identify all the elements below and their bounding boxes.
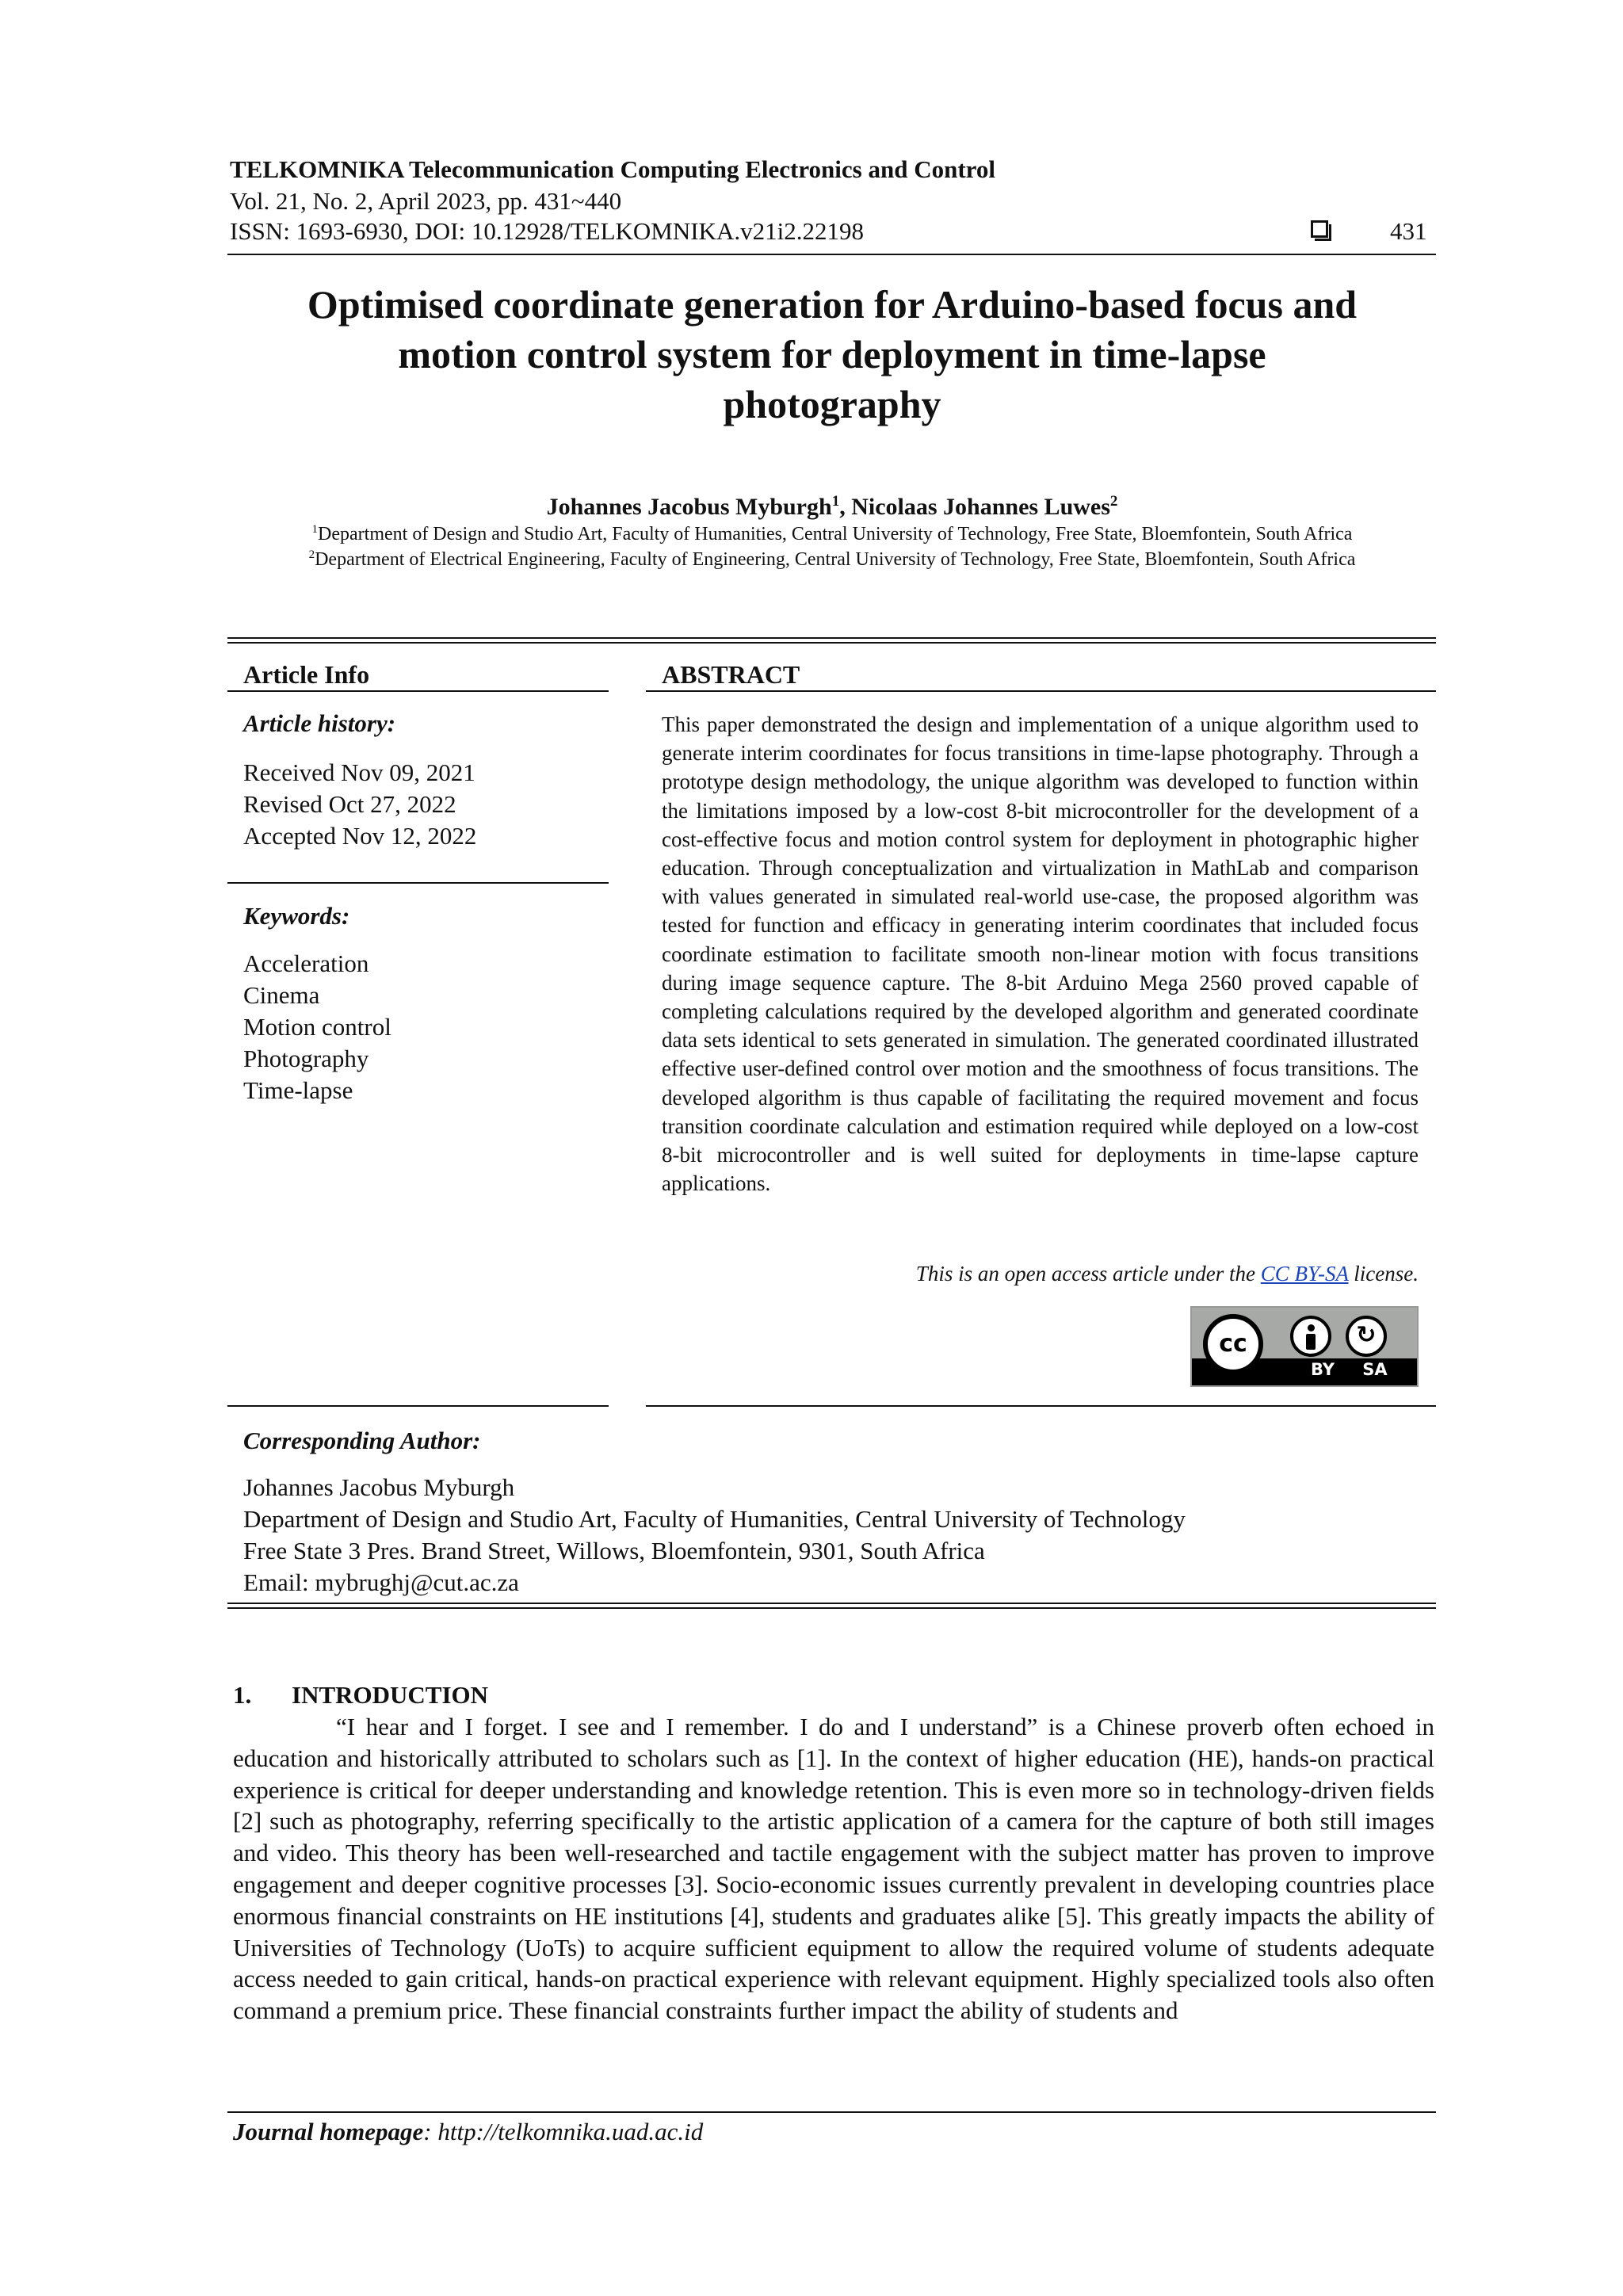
affiliation-text: Department of Electrical Engineering, Faculty of Engineering, Central University of Technology, Free State, Bloemfontein, South Africa <box>315 549 1356 570</box>
article-info-bottom-rule <box>227 1405 609 1407</box>
affiliation <box>230 523 1434 545</box>
share-alike-icon: ↻ <box>1346 1316 1387 1357</box>
article-info-heading: Article Info <box>243 660 370 689</box>
article-history-list <box>243 757 476 852</box>
history-item: Revised Oct 27, 2022 <box>243 790 456 818</box>
abstract-rule <box>646 690 1436 692</box>
page-number: 431 <box>1390 217 1427 245</box>
attribution-icon <box>1290 1316 1331 1357</box>
license-suffix: license. <box>1348 1262 1419 1286</box>
title-line: Optimised coordinate generation for Arduino-based focus and <box>307 282 1358 327</box>
paper-title <box>230 280 1434 430</box>
corresponding-line: Free State 3 Pres. Brand Street, Willows, Bloemfontein, 9301, South Africa <box>243 1537 985 1564</box>
affiliation-text: Department of Design and Studio Art, Faculty of Humanities, Central University of Technology, Free State, Bloemfontein, South Africa <box>318 524 1353 544</box>
cc-by-sa-link[interactable]: CC BY-SA <box>1260 1262 1349 1286</box>
corresponding-line: Email: mybrughj@cut.ac.za <box>243 1568 519 1596</box>
journal-issn-doi: ISSN: 1693-6930, DOI: 10.12928/TELKOMNIKA.v21i2.22198 <box>230 217 864 245</box>
cc-by-sa-badge[interactable] <box>1190 1306 1419 1387</box>
footer-rule <box>227 2111 1436 2113</box>
keyword: Photography <box>243 1045 369 1072</box>
badge-sa-label: SA <box>1362 1360 1388 1379</box>
section-number: 1. <box>233 1681 252 1709</box>
corresponding-author-details <box>243 1472 1186 1599</box>
corresponding-author-heading: Corresponding Author: <box>243 1427 481 1454</box>
corresponding-line: Johannes Jacobus Myburgh <box>243 1473 515 1501</box>
homepage-url[interactable]: : http://telkomnika.uad.ac.id <box>423 2118 704 2145</box>
frame-bottom-rule <box>227 1603 1436 1604</box>
affiliation-mark: 1 <box>311 523 319 536</box>
keyword: Motion control <box>243 1013 391 1041</box>
affiliation <box>230 548 1434 571</box>
section-heading <box>233 1681 488 1710</box>
frame-top-rule <box>227 637 1436 639</box>
license-prefix: This is an open access article under the <box>915 1262 1261 1286</box>
frame-top-rule <box>227 642 1436 644</box>
abstract-bottom-rule <box>646 1405 1436 1407</box>
square-bullet-icon <box>1311 220 1328 238</box>
abstract-text: This paper demonstrated the design and implementation of a unique algorithm used to generate interim coordinates for focus transitions in time-lapse photography. Through a prototype design methodology, the unique algorithm was developed to function within the limitations imposed by a low-cost 8-bit microcontroller for the development of a cost-effective focus and motion control system for deployment in photographic higher education. Through conceptualization and virtualization in MathLab and comparison with values generated in simulated real-world use-case, the proposed algorithm was tested for function and efficacy in generating interim coordinates that included focus coordinate estimation to facilitate smooth non-linear motion with focus transitions during image sequence capture. The 8-bit Arduino Mega 2560 proved capable of completing calculations required by the developed algorithm and generated coordinate data sets identical to sets generated in simulation. The generated coordinated illustrated effective user-defined control over motion and the smoothness of focus transitions. The developed algorithm is thus capable of facilitating the required movement and focus transition coordinate calculation and estimation required while deployed on a low-cost 8-bit microcontroller and is well suited for deployments in time-lapse capture applications. <box>662 712 1419 1196</box>
header-rule <box>227 254 1436 255</box>
journal-volume: Vol. 21, No. 2, April 2023, pp. 431~440 <box>230 187 622 215</box>
badge-by-label: BY <box>1310 1360 1335 1379</box>
creative-commons-icon: cc <box>1203 1314 1263 1374</box>
corresponding-line: Department of Design and Studio Art, Faculty of Humanities, Central University of Technology <box>243 1505 1186 1533</box>
abstract-heading: ABSTRACT <box>662 660 800 689</box>
title-line: motion control system for deployment in time-lapse <box>398 332 1266 376</box>
keywords-list <box>243 948 391 1106</box>
article-info-divider <box>227 882 609 884</box>
keyword: Acceleration <box>243 949 369 977</box>
author-name: Johannes Jacobus Myburgh <box>546 494 832 520</box>
author-list <box>230 493 1434 521</box>
journal-homepage <box>233 2118 703 2146</box>
keywords-heading: Keywords: <box>243 902 350 930</box>
homepage-label: Journal homepage <box>233 2118 424 2145</box>
keyword: Time-lapse <box>243 1076 353 1104</box>
article-info-rule <box>227 690 609 692</box>
author-separator: , <box>839 494 852 520</box>
introduction-paragraph <box>233 1711 1434 2027</box>
author-affiliation-mark: 1 <box>831 493 840 510</box>
journal-name: TELKOMNIKA Telecommunication Computing Electronics and Control <box>230 155 995 183</box>
section-title: INTRODUCTION <box>292 1681 489 1709</box>
license-statement <box>662 1262 1419 1286</box>
history-item: Received Nov 09, 2021 <box>243 758 475 786</box>
keyword: Cinema <box>243 981 320 1009</box>
title-line: photography <box>723 382 941 426</box>
author-name: Nicolaas Johannes Luwes <box>851 494 1110 520</box>
affiliation-mark: 2 <box>308 548 315 561</box>
frame-bottom-rule <box>227 1607 1436 1609</box>
author-affiliation-mark: 2 <box>1109 493 1118 510</box>
history-item: Accepted Nov 12, 2022 <box>243 822 477 850</box>
article-history-heading: Article history: <box>243 709 396 737</box>
introduction-text: “I hear and I forget. I see and I remember. I do and I understand” is a Chinese proverb often echoed in education and historically attributed to scholars such as [1]. In the context of higher education (HE), hands-on practical experience is critical for deeper understanding and knowledge retention. This is even more so in technology-driven fields [2] such as photography, referring specifically to the artistic application of a camera for the capture of both still images and video. This theory has been well-researched and tactile engagement with the subject matter has proven to improve engagement and deeper cognitive processes [3]. Socio-economic issues currently prevalent in developing countries place enormous financial constraints on HE institutions [4], students and graduates alike [5]. This greatly impacts the ability of Universities of Technology (UoTs) to acquire sufficient equipment to allow the required volume of students adequate access needed to gain critical, hands-on practical experience with relevant equipment. Highly specialized tools also often command a premium price. These financial constraints further impact the ability of students and <box>233 1713 1434 2025</box>
badge-labels <box>1296 1360 1415 1379</box>
